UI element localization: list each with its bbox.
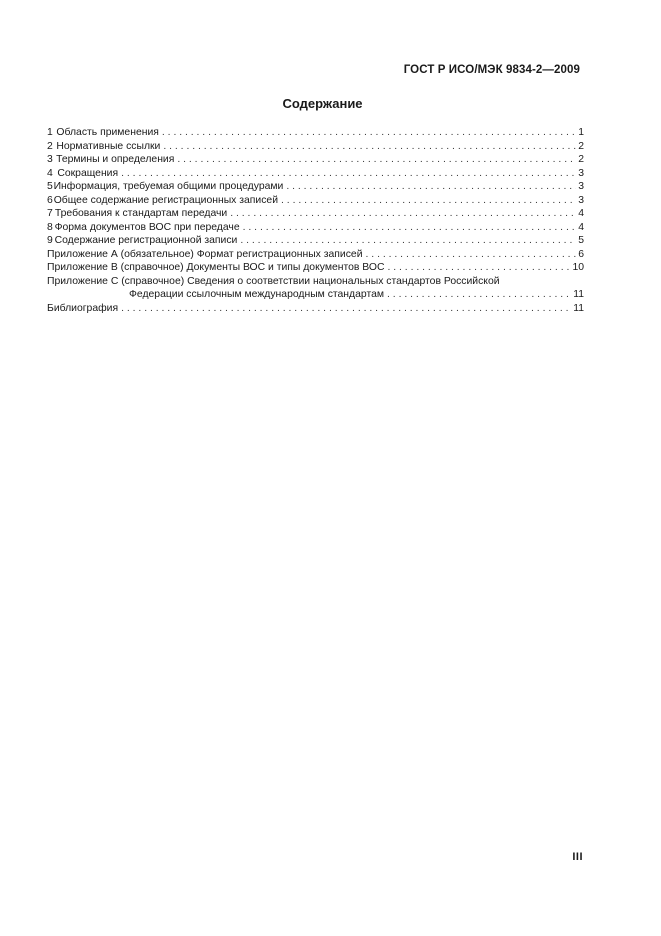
toc-leader-dots <box>230 207 576 221</box>
toc-item-label: Область применения <box>56 127 159 138</box>
toc-item-page: 10 <box>572 262 584 273</box>
toc-leader-dots <box>281 194 576 208</box>
toc-item-bibliography[interactable] <box>47 302 584 316</box>
toc-item-number: 6 <box>47 194 53 206</box>
page-title: Содержание <box>282 96 363 111</box>
toc-item-3[interactable] <box>47 153 584 167</box>
toc-item-1[interactable] <box>47 126 584 140</box>
toc-item-appendix-a[interactable] <box>47 248 584 262</box>
toc-leader-dots <box>387 261 570 275</box>
toc-leader-dots <box>387 288 571 302</box>
toc-item-8[interactable] <box>47 221 584 235</box>
toc-item-7[interactable] <box>47 207 584 221</box>
toc-leader-dots <box>243 221 577 235</box>
page-number: III <box>572 851 583 863</box>
document-header: ГОСТ Р ИСО/МЭК 9834-2—2009 <box>403 64 580 76</box>
toc-item-page: 1 <box>578 127 584 138</box>
toc-item-number: 3 <box>47 154 53 165</box>
toc-item-label: Нормативные ссылки <box>56 140 161 152</box>
toc-item-label: Термины и определения <box>56 154 175 165</box>
toc-item-label: Форма документов ВОС при передаче <box>54 221 240 233</box>
toc-leader-dots <box>162 126 576 140</box>
toc-item-6[interactable] <box>47 194 584 208</box>
toc-item-label: Сокращения <box>57 167 119 179</box>
toc-item-label: Приложение А (обязательное) Формат регистрационных записей <box>47 248 363 260</box>
toc-item-appendix-c-continuation[interactable] <box>47 288 584 302</box>
toc-item-page: 5 <box>578 235 584 246</box>
toc-item-label: Требования к стандартам передачи <box>54 208 228 219</box>
toc-item-page: 11 <box>573 289 584 300</box>
toc-item-page: 6 <box>578 248 584 260</box>
toc-leader-dots <box>121 302 571 316</box>
toc-item-page: 2 <box>578 140 584 152</box>
table-of-contents <box>47 126 584 315</box>
toc-item-page: 3 <box>578 181 584 192</box>
toc-item-appendix-b[interactable] <box>47 261 584 275</box>
toc-item-page: 2 <box>578 154 584 165</box>
toc-item-page: 11 <box>573 302 584 314</box>
toc-item-number: 5 <box>47 181 53 192</box>
toc-item-label: Общее содержание регистрационных записей <box>53 194 279 206</box>
toc-item-number: 9 <box>47 235 53 246</box>
toc-item-label: Приложение С (справочное) Сведения о соответствии национальных стандартов Российской <box>47 275 500 287</box>
toc-item-2[interactable] <box>47 140 584 154</box>
toc-item-5[interactable] <box>47 180 584 194</box>
toc-item-label-continuation: Федерации ссылочным международным стандартам <box>129 289 385 300</box>
toc-item-9[interactable] <box>47 234 584 248</box>
toc-item-label: Приложение В (справочное) Документы ВОС и типы документов ВОС <box>47 262 385 273</box>
toc-item-appendix-c[interactable] <box>47 275 584 289</box>
toc-item-page: 4 <box>578 208 584 219</box>
toc-leader-dots <box>121 167 576 181</box>
toc-item-page: 4 <box>578 221 584 233</box>
toc-item-number: 2 <box>47 140 53 152</box>
toc-leader-dots <box>240 234 576 248</box>
toc-item-number: 4 <box>47 167 53 179</box>
toc-item-page: 3 <box>578 194 584 206</box>
toc-item-label: Содержание регистрационной записи <box>54 235 238 246</box>
toc-leader-dots <box>163 140 576 154</box>
toc-leader-dots <box>286 180 576 194</box>
toc-item-number: 8 <box>47 221 53 233</box>
toc-item-label: Библиография <box>47 302 119 314</box>
toc-item-page: 3 <box>578 167 584 179</box>
toc-item-number: 1 <box>47 127 53 138</box>
toc-item-4[interactable] <box>47 167 584 181</box>
toc-item-number: 7 <box>47 208 53 219</box>
toc-leader-dots <box>177 153 576 167</box>
toc-leader-dots <box>366 248 577 262</box>
toc-item-label: Информация, требуемая общими процедурами <box>53 181 284 192</box>
